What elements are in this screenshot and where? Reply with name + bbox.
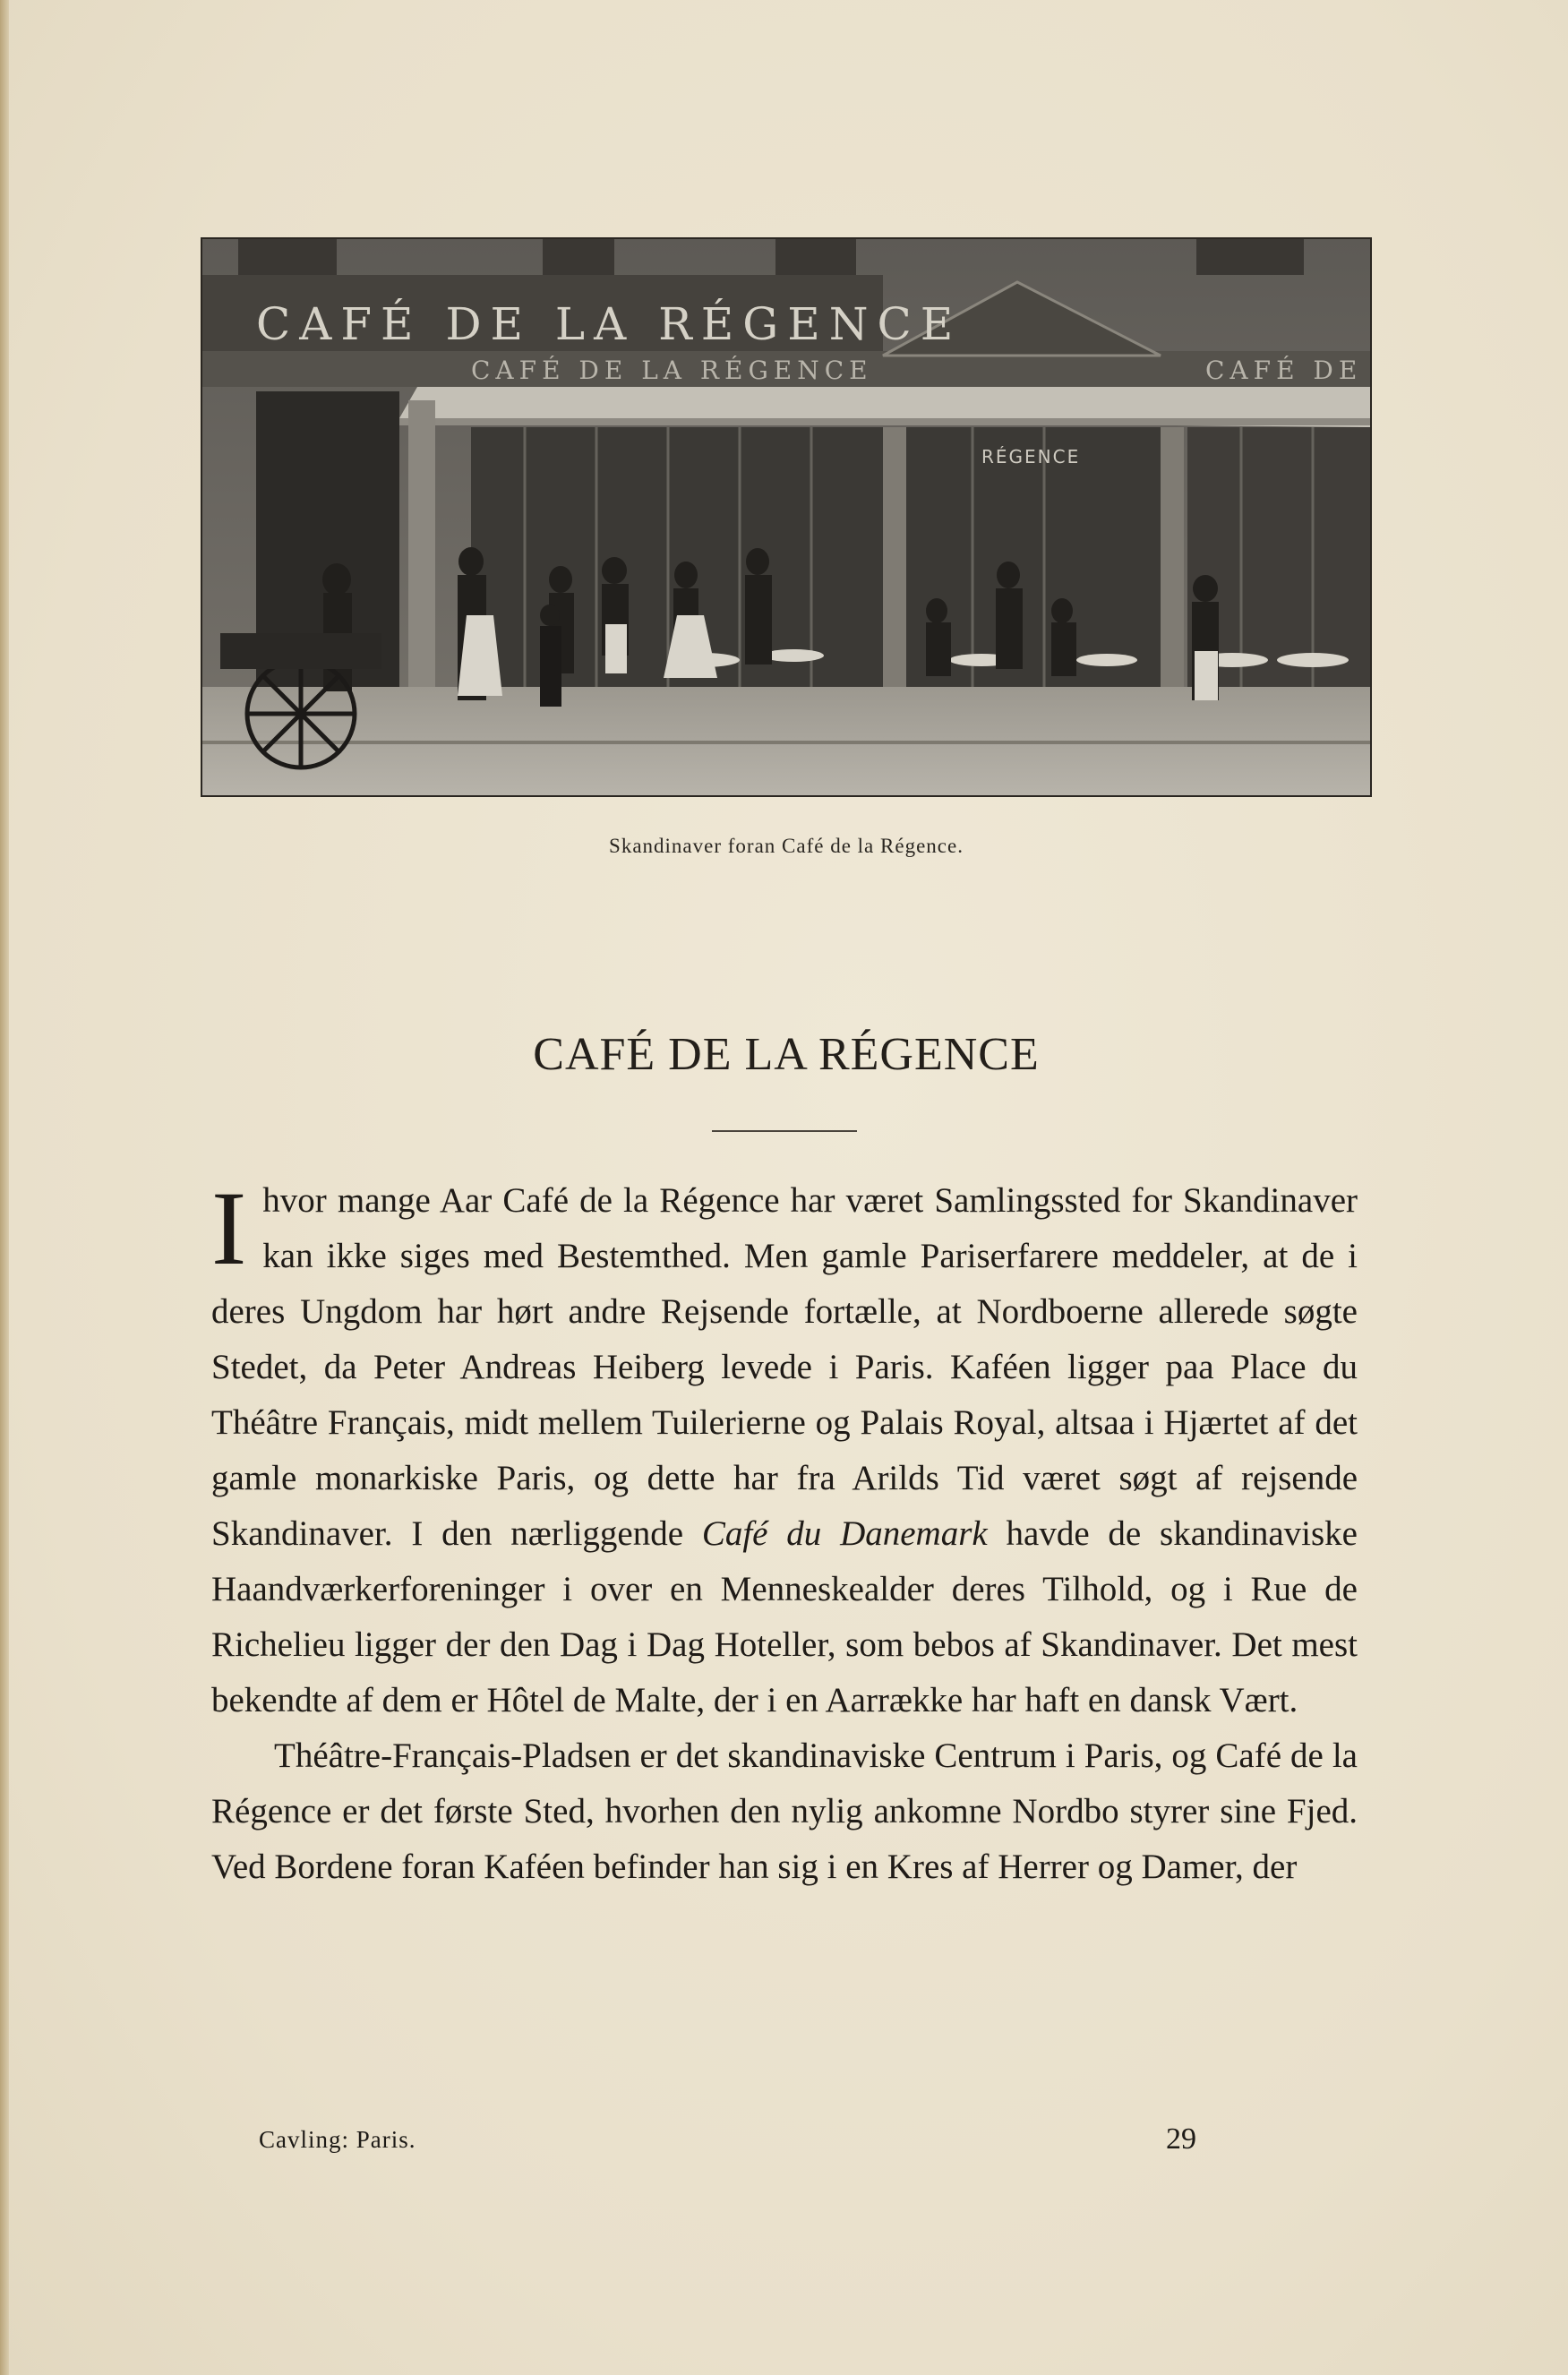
sign-small-text: RÉGENCE: [981, 446, 1081, 467]
page-spine-shadow: [0, 0, 9, 2375]
title-divider: [712, 1130, 857, 1132]
sign-secondary-text: CAFÉ DE LA RÉGENCE: [471, 356, 873, 385]
footer-signature: Cavling: Paris.: [259, 2126, 416, 2153]
paragraph-1-part-b: havde de skandinaviske Haandværkerforeninger i over en Menneskealder deres Tilhold, og i Rue de Richelieu ligger der den Dag i Dag Hoteller, som bebos af Skandinaver. Det mest bekendte af dem er Hôtel de Malte, der i en Aarrække har haft en dansk Vært.: [211, 1514, 1358, 1719]
sign-right-text: CAFÉ DE: [1205, 356, 1363, 385]
body-text: [211, 1170, 1358, 1895]
sign-main-text: CAFÉ DE LA RÉGENCE: [256, 298, 963, 350]
cafe-photograph: [201, 237, 1372, 797]
photo-caption: Skandinaver foran Café de la Régence.: [609, 835, 964, 857]
chapter-title: CAFÉ DE LA RÉGENCE: [533, 1029, 1040, 1080]
page-number: 29: [1166, 2122, 1196, 2156]
paragraph-1: [211, 1170, 1358, 1728]
italic-cafe-du-danemark: Café du Danemark: [701, 1514, 988, 1553]
paragraph-1-part-a: hvor mange Aar Café de la Régence har været Samlingssted for Skandinaver kan ikke siges med Bestemthed. Men gamle Pariserfarere meddeler, at de i deres Ungdom har hørt andre Rejsende fortælle, at Nordboerne allerede søgte Stedet, da Peter Andreas Heiberg levede i Paris. Kaféen ligger paa Place du Théâtre Français, midt mellem Tuilerierne og Palais Royal, altsaa i Hjærtet af det gamle monarkiske Paris, og dette har fra Arilds Tid været søgt af rejsende Skandinaver. I den nærliggende: [211, 1181, 1358, 1553]
paragraph-2: Théâtre-Français-Pladsen er det skandinaviske Centrum i Paris, og Café de la Régence er det første Sted, hvorhen den nylig ankomne Nordbo styrer sine Fjed. Ved Bordene foran Kaféen befinder han sig i en Kres af Herrer og Damer, der: [211, 1736, 1358, 1886]
drop-cap: I: [211, 1170, 247, 1287]
